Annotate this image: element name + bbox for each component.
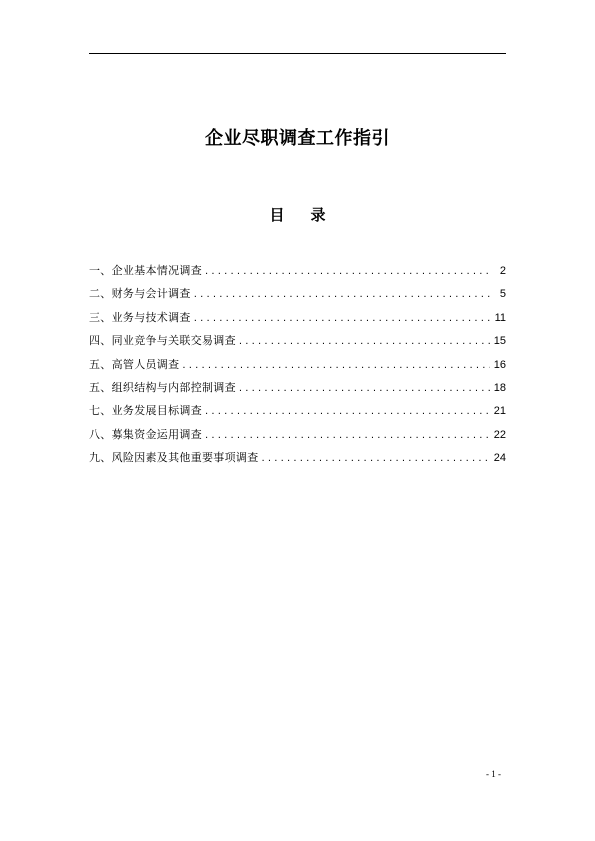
header-rule bbox=[89, 53, 506, 54]
toc-heading-left: 目 bbox=[269, 206, 285, 224]
toc-heading bbox=[0, 204, 595, 225]
document-title: 企业尽职调查工作指引 bbox=[205, 128, 390, 149]
toc-entry-page: 15 bbox=[493, 335, 506, 348]
toc-leader-dots bbox=[239, 333, 490, 350]
toc-entry-label: 五、组织结构与内部控制调查 bbox=[89, 380, 236, 394]
toc-heading-right: 录 bbox=[310, 206, 326, 224]
toc-entry-page: 21 bbox=[493, 405, 506, 418]
toc-entry[interactable] bbox=[89, 426, 506, 449]
toc-entry[interactable] bbox=[89, 356, 506, 379]
toc-entry-label: 一、企业基本情况调查 bbox=[89, 264, 202, 277]
toc-entry-page: 5 bbox=[499, 288, 506, 301]
toc-entry[interactable] bbox=[89, 379, 506, 402]
toc-leader-dots bbox=[205, 403, 490, 420]
toc-entry[interactable] bbox=[89, 449, 506, 472]
toc-entry[interactable] bbox=[89, 332, 506, 355]
toc-entry[interactable] bbox=[89, 402, 506, 425]
page-number: - 1 - bbox=[486, 769, 501, 779]
toc-entry[interactable] bbox=[89, 309, 506, 332]
table-of-contents bbox=[89, 262, 506, 473]
toc-leader-dots bbox=[182, 357, 489, 374]
toc-entry-page: 11 bbox=[494, 311, 506, 324]
toc-entry-label: 五、高管人员调查 bbox=[89, 357, 180, 371]
toc-entry-label: 九、风险因素及其他重要事项调查 bbox=[89, 451, 259, 465]
toc-leader-dots bbox=[205, 427, 490, 444]
toc-entry-label: 四、同业竞争与关联交易调查 bbox=[89, 334, 236, 348]
toc-entry-label: 七、业务发展目标调查 bbox=[89, 404, 202, 418]
toc-leader-dots bbox=[239, 380, 490, 397]
toc-entry-page: 22 bbox=[493, 428, 506, 441]
toc-entry-page: 18 bbox=[493, 381, 506, 394]
toc-entry[interactable] bbox=[89, 262, 506, 285]
toc-entry-page: 24 bbox=[493, 452, 506, 465]
toc-entry-label: 三、业务与技术调查 bbox=[89, 310, 191, 324]
toc-entry-label: 二、财务与会计调查 bbox=[89, 287, 191, 301]
toc-entry-page: 16 bbox=[493, 358, 506, 371]
toc-leader-dots bbox=[194, 310, 490, 327]
toc-leader-dots bbox=[205, 263, 490, 280]
toc-entry[interactable] bbox=[89, 285, 506, 308]
toc-leader-dots bbox=[262, 450, 490, 467]
toc-leader-dots bbox=[194, 286, 490, 303]
toc-entry-label: 八、募集资金运用调查 bbox=[89, 427, 202, 441]
toc-entry-page: 2 bbox=[499, 265, 506, 277]
